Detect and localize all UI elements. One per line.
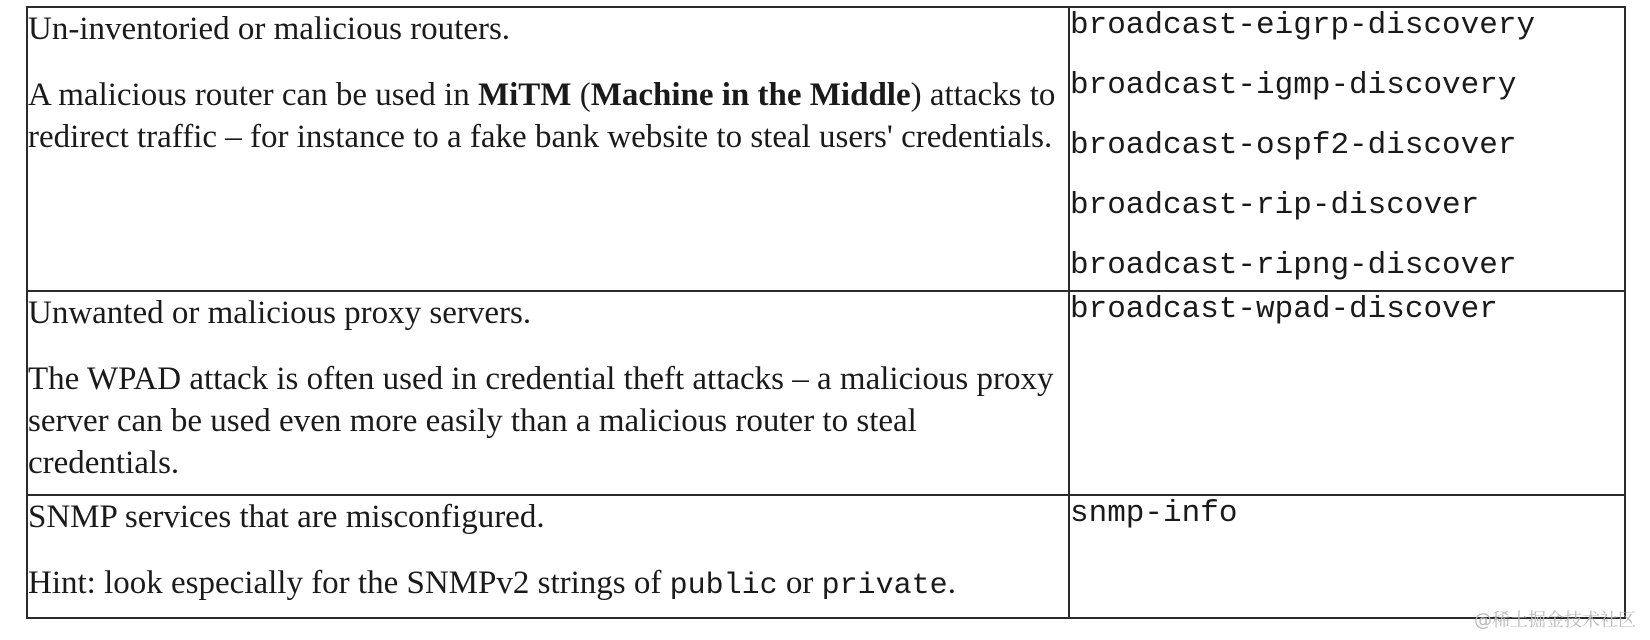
scripts-cell [1069, 495, 1625, 618]
detail-text: or [777, 565, 822, 601]
script-name: broadcast-wpad-discover [1070, 292, 1498, 327]
detail-bold-term: MiTM [477, 77, 572, 113]
detail-text: ) attacks to redirect traffic – for instance to a fake bank website to steal users' credentials. [28, 77, 1056, 155]
detail-text: . [947, 565, 956, 601]
description-cell [27, 495, 1069, 618]
detail-bold-term: Machine in the Middle [590, 77, 911, 113]
script-name: broadcast-ripng-discover [1070, 248, 1517, 283]
row-detail: The WPAD attack is often used in credential theft attacks – a malicious proxy server can be used even more easily than a malicious router to steal credentials. [28, 361, 1054, 481]
row-heading: Un-inventoried or malicious routers. [28, 11, 511, 47]
row-detail [28, 74, 1068, 158]
detail-text: ( [571, 77, 591, 113]
table-row-routers [27, 7, 1625, 291]
script-name: snmp-info [1070, 496, 1238, 531]
script-name: broadcast-ospf2-discover [1070, 128, 1517, 163]
inline-code: public [669, 569, 778, 603]
script-reference-table [26, 6, 1626, 619]
scripts-cell [1069, 291, 1625, 495]
row-heading: SNMP services that are misconfigured. [28, 499, 545, 535]
row-detail [28, 562, 1068, 607]
table-row-snmp [27, 495, 1625, 618]
script-name: broadcast-rip-discover [1070, 188, 1480, 223]
script-name: broadcast-igmp-discovery [1070, 68, 1517, 103]
detail-text: A malicious router can be used in [28, 77, 478, 113]
detail-text: Hint: look especially for the SNMPv2 strings of [28, 565, 670, 601]
row-heading: Unwanted or malicious proxy servers. [28, 295, 532, 331]
description-cell [27, 7, 1069, 291]
scripts-cell [1069, 7, 1625, 291]
table-row-proxy [27, 291, 1625, 495]
inline-code: private [821, 569, 948, 603]
script-name: broadcast-eigrp-discovery [1070, 8, 1536, 43]
watermark: @稀土掘金技术社区 [1474, 610, 1636, 631]
description-cell [27, 291, 1069, 495]
